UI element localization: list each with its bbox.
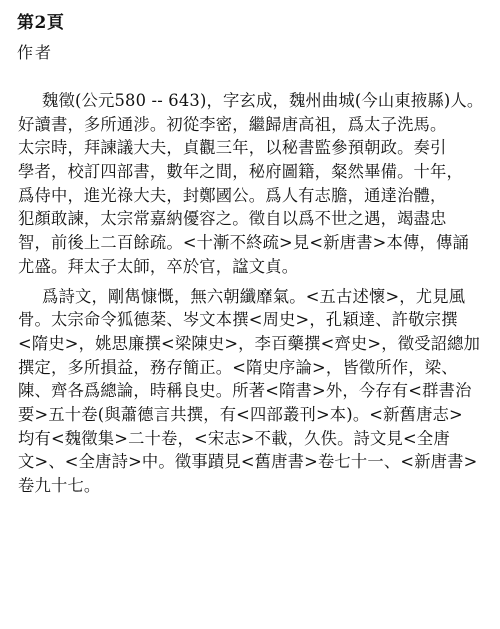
text-line: 智，前後上二百餘疏。<十漸不終疏>見<新唐書>本傳，傳誦 [18, 233, 469, 253]
text-line: <隋史>，姚思廉撰<梁陳史>，李百藥撰<齊史>，徵受詔總加 [18, 333, 481, 353]
biography-body [18, 89, 488, 498]
page-number-label: 第2頁 [17, 13, 65, 33]
text-line: 爲侍中，進光祿大夫，封鄭國公。爲人有志膽，通達治體， [18, 185, 447, 205]
text-line: 尤盛。拜太子太師，卒於官，諡文貞。 [18, 256, 299, 276]
text-line: 均有<魏徵集>二十卷，<宋志>不載，久佚。詩文見<全唐 [18, 428, 450, 448]
paragraph-1 [18, 89, 488, 279]
text-line: 撰定，多所損益，務存簡正。<隋史序論>，皆徵所作，梁、 [18, 357, 458, 377]
text-line: 爲詩文，剛雋慷慨，無六朝纖靡氣。<五古述懷>，尤見風 [42, 286, 466, 306]
text-line: 骨。太宗命令狐德棻、岑文本撰<周史>，孔穎達、許敬宗撰 [18, 310, 458, 330]
text-line: 好讀書，多所通涉。初從李密，繼歸唐高祖，爲太子洗馬。 [18, 114, 447, 134]
section-heading: 作者 [17, 43, 54, 62]
text-line: 要>五十卷(與蕭德言共撰，有<四部叢刊>本)。<新舊唐志> [18, 404, 463, 424]
text-line: 太宗時，拜諫議大夫，貞觀三年，以秘書監參預朝政。奏引 [18, 138, 447, 158]
paragraph-2 [18, 285, 488, 498]
text-line: 卷九十七。 [18, 476, 101, 495]
text-line: 文>、<全唐詩>中。徵事蹟見<舊唐書>卷七十一、<新唐書> [18, 452, 478, 472]
text-line: 陳、齊各爲總論，時稱良史。所著<隋書>外，今存有<群書治 [18, 381, 472, 401]
text-line: 魏徵(公元580 -- 643)，字玄成，魏州曲城(今山東掖縣)人。 [42, 91, 484, 110]
text-line: 犯顏敢諫，太宗常嘉納優容之。徵自以爲不世之遇，竭盡忠 [18, 209, 447, 229]
text-line: 學者，校訂四部書，數年之間，秘府圖籍，粲然畢備。十年， [18, 162, 463, 182]
